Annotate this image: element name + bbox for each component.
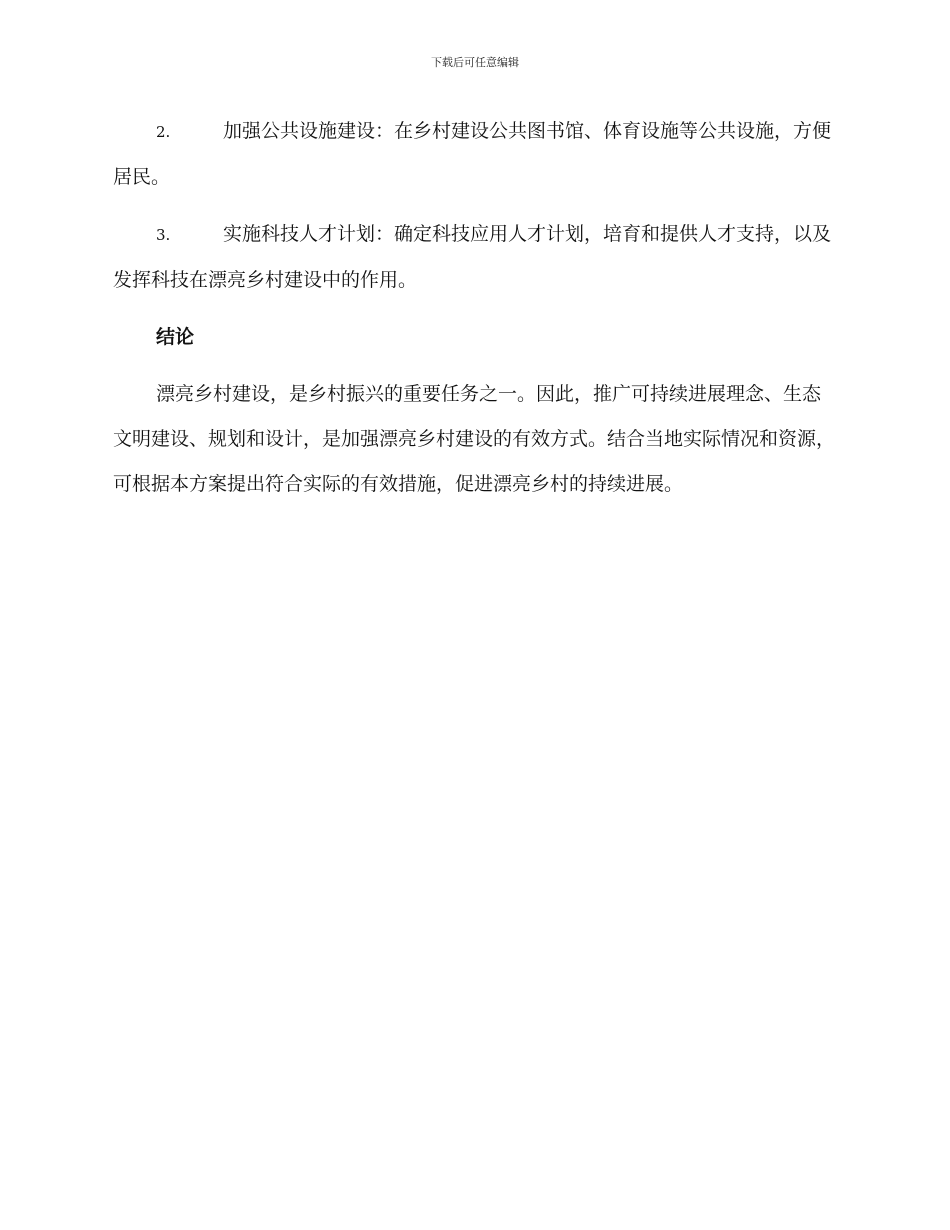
conclusion-paragraph: 漂亮乡村建设，是乡村振兴的重要任务之一。因此，推广可持续进展理念、生态文明建设、规划和设计，是加强漂亮乡村建设的有效方式。结合当地实际情况和资源，可根据本方案提出符合实际的有效措施，促进漂亮乡村的持续进展。 bbox=[113, 383, 836, 495]
list-item bbox=[113, 109, 835, 200]
list-item-text: 实施科技人才计划：确定科技应用人才计划，培育和提供人才支持，以及发挥科技在漂亮乡村建设中的作用。 bbox=[113, 223, 832, 291]
list-item-number: 3. bbox=[156, 226, 171, 244]
page-header: 下载后可任意编辑 bbox=[431, 56, 519, 69]
list-item bbox=[113, 212, 835, 303]
list-item-text: 加强公共设施建设：在乡村建设公共图书馆、体育设施等公共设施，方便居民。 bbox=[113, 120, 832, 188]
list-item-number: 2. bbox=[156, 123, 171, 141]
document-body bbox=[113, 109, 835, 507]
conclusion-heading: 结论 bbox=[156, 326, 195, 348]
